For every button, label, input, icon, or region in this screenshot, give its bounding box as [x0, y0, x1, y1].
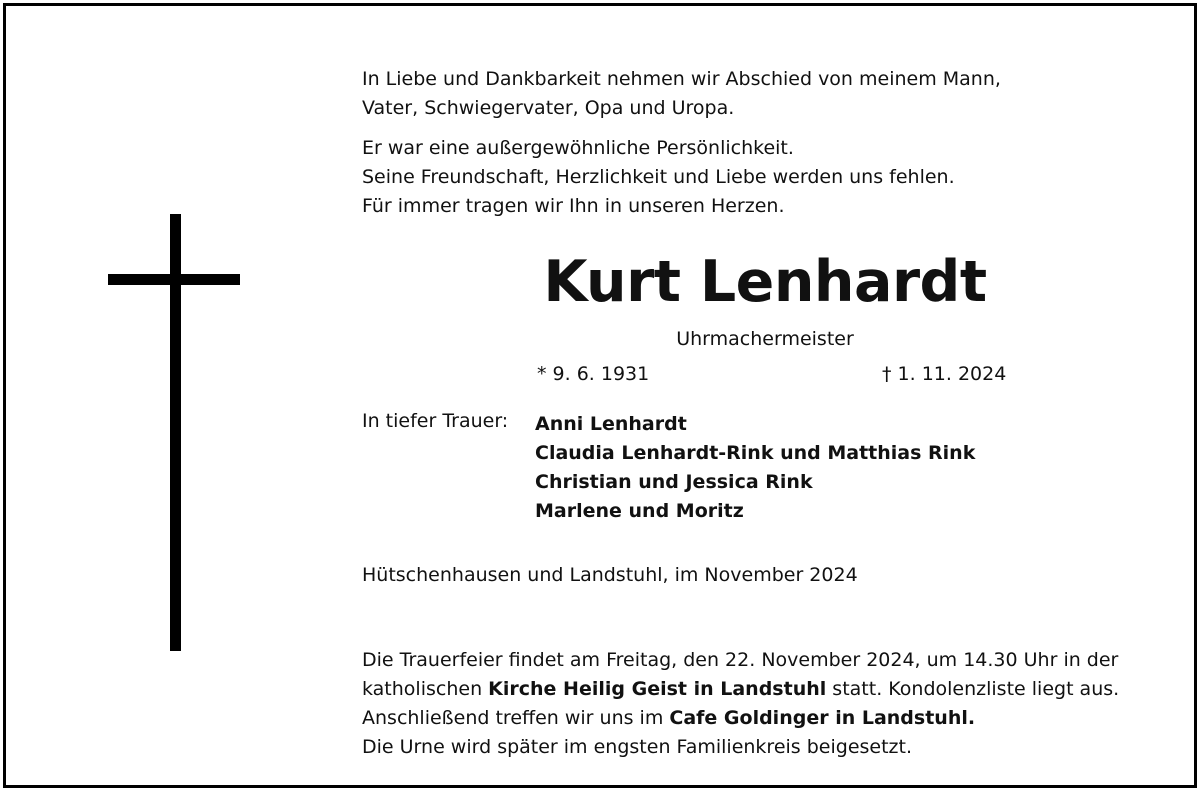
funeral-line-1: Die Trauerfeier findet am Freitag, den 22. November 2024, um 14.30 Uhr in der: [362, 649, 1119, 671]
death-date: † 1. 11. 2024: [882, 363, 1007, 385]
mourner-name: Claudia Lenhardt-Rink und Matthias Rink: [535, 442, 976, 464]
deceased-name: Kurt Lenhardt: [543, 249, 987, 315]
tribute-line-3: Für immer tragen wir Ihn in unseren Herzen.: [362, 195, 785, 217]
cafe-location: Cafe Goldinger in Landstuhl.: [669, 707, 976, 729]
birth-date: * 9. 6. 1931: [537, 363, 650, 385]
funeral-line-2-end: statt. Kondolenzliste liegt aus.: [826, 678, 1120, 700]
mourner-name: Marlene und Moritz: [535, 500, 744, 522]
funeral-line-2: [362, 675, 1119, 704]
cross-horizontal-bar: [108, 274, 240, 285]
funeral-line-4: Die Urne wird später im engsten Familienkreis beigesetzt.: [362, 736, 913, 758]
profession: Uhrmachermeister: [676, 328, 854, 350]
funeral-line-2-start: katholischen: [362, 678, 489, 700]
mourners-label: In tiefer Trauer:: [362, 410, 509, 432]
tribute-line-1: Er war eine außergewöhnliche Persönlichkeit.: [362, 137, 794, 159]
church-location: Kirche Heilig Geist in Landstuhl: [488, 678, 827, 700]
tribute-line-2: Seine Freundschaft, Herzlichkeit und Liebe werden uns fehlen.: [362, 166, 955, 188]
intro-line-1: In Liebe und Dankbarkeit nehmen wir Abschied von meinem Mann,: [362, 68, 1001, 90]
mourner-name: Anni Lenhardt: [535, 413, 687, 435]
intro-line-2: Vater, Schwiegervater, Opa und Uropa.: [362, 97, 735, 119]
place-and-date: Hütschenhausen und Landstuhl, im November 2024: [362, 564, 858, 586]
funeral-line-3: [362, 704, 975, 733]
funeral-line-3-start: Anschließend treffen wir uns im: [362, 707, 670, 729]
mourner-name: Christian und Jessica Rink: [535, 471, 813, 493]
